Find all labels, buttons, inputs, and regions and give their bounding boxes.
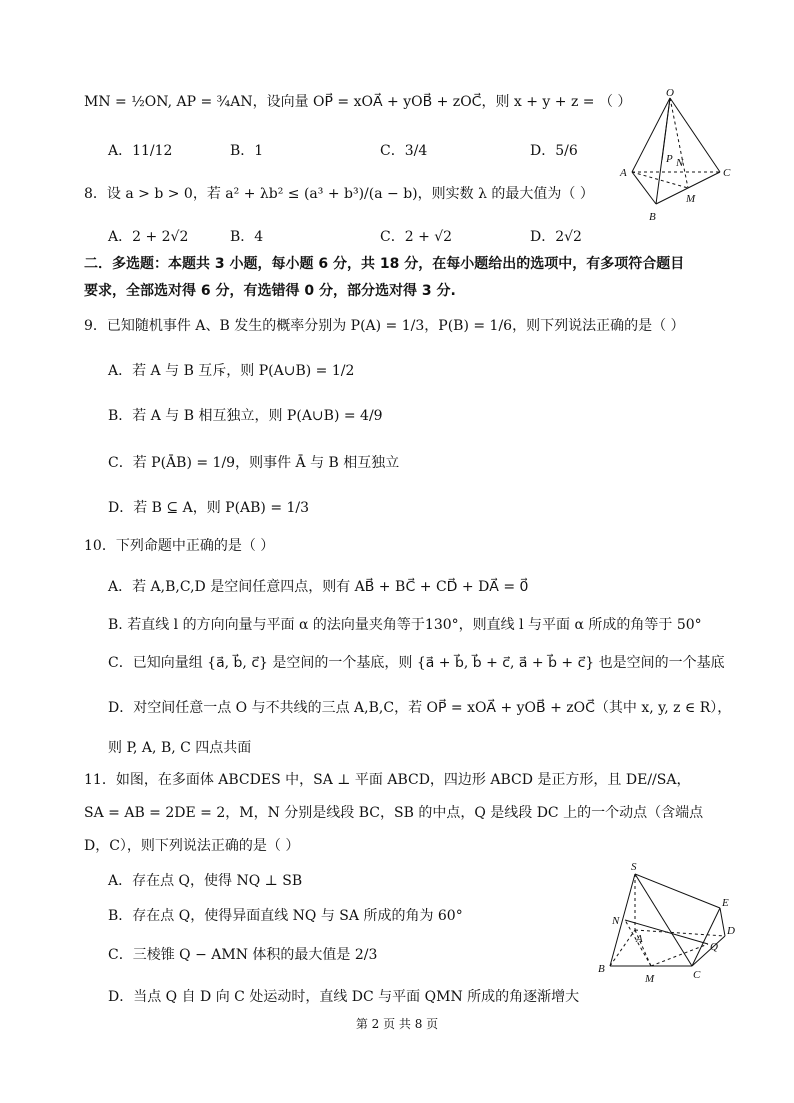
q8-stem: 8．设 a > b > 0，若 a² + λb² ≤ (a³ + b³)/(a − b)，则实数 λ 的最大值为（ ） [84, 186, 594, 202]
q10-option-c: C．已知向量组 {a⃗, b⃗, c⃗} 是空间的一个基底，则 {a⃗ + b⃗, b⃗ + c⃗, a⃗ + b⃗ + c⃗} 也是空间的一个基底 [108, 655, 725, 671]
q8-option-d: D．2√2 [530, 229, 582, 245]
page-footer: 第 2 页 共 8 页 [355, 1017, 439, 1031]
q10-option-a: A．若 A,B,C,D 是空间任意四点，则有 AB⃗ + BC⃗ + CD⃗ + DA⃗ = 0⃗ [108, 579, 529, 595]
q10-stem: 10．下列命题中正确的是（ ） [84, 538, 275, 554]
q11-option-d: D．当点 Q 自 D 向 C 处运动时，直线 DC 与平面 QMN 所成的角逐渐增大 [108, 989, 580, 1005]
polyhedron-figure [592, 858, 752, 990]
fig2-label-b: B [598, 963, 605, 975]
fig1-label-b: B [649, 211, 656, 223]
q11-option-b: B．存在点 Q，使得异面直线 NQ 与 SA 所成的角为 60° [108, 908, 463, 924]
fig1-label-o: O [666, 88, 674, 99]
q8-option-c: C．2 + √2 [380, 229, 453, 245]
q11-stem-line1: 11．如图，在多面体 ABCDES 中，SA ⊥ 平面 ABCD，四边形 ABCD 是正方形，且 DE//SA， [84, 772, 691, 788]
q11-stem-line2: SA = AB = 2DE = 2，M，N 分别是线段 BC，SB 的中点，Q 是线段 DC 上的一个动点（含端点 [84, 805, 704, 821]
q7-option-c: C．3/4 [380, 143, 428, 159]
fig2-label-d: D [727, 925, 735, 937]
q10-option-b: B. 若直线 l 的方向向量与平面 α 的法向量夹角等于130°，则直线 l 与平面 α 所成的角等于 50° [108, 617, 702, 633]
section-heading-line2: 要求，全部选对得 6 分，有选错得 0 分，部分选对得 3 分. [84, 283, 456, 299]
fig2-label-m: M [645, 973, 655, 985]
section-heading-line1: 二．多选题：本题共 3 小题，每小题 6 分，共 18 分，在每小题给出的选项中，有多项符合题目 [84, 256, 685, 272]
q10-option-d: D．对空间任意一点 O 与不共线的三点 A,B,C，若 OP⃗ = xOA⃗ + yOB⃗ + zOC⃗（其中 x, y, z ∈ R）， [108, 700, 732, 716]
fig1-label-a: A [620, 167, 627, 179]
q8-option-a: A．2 + 2√2 [108, 229, 189, 245]
fig1-label-p: P [666, 153, 673, 165]
q9-option-d: D．若 B ⊆ A，则 P(AB) = 1/3 [108, 500, 310, 516]
q11-option-a: A．存在点 Q，使得 NQ ⊥ SB [108, 873, 303, 889]
fig1-label-m: M [686, 193, 696, 205]
q9-option-a: A．若 A 与 B 互斥，则 P(A∪B) = 1/2 [108, 363, 355, 379]
q7-option-a: A．11/12 [108, 143, 173, 159]
fig2-label-q: Q [710, 941, 718, 953]
fig1-label-c: C [723, 167, 731, 179]
tetrahedron-figure [612, 88, 742, 228]
q9-option-b: B．若 A 与 B 相互独立，则 P(A∪B) = 4/9 [108, 408, 383, 424]
fig1-label-n: N [676, 157, 684, 169]
q10-option-d-cont: 则 P, A, B, C 四点共面 [108, 740, 252, 756]
fig2-label-e: E [722, 897, 729, 909]
q7-option-b: B．1 [230, 143, 264, 159]
fig2-label-c: C [693, 969, 701, 981]
fig2-label-s: S [631, 861, 637, 873]
fig2-label-n: N [612, 915, 620, 927]
q7-stem: MN = ½ON, AP = ¾AN，设向量 OP⃗ = xOA⃗ + yOB⃗ + zOC⃗，则 x + y + z = （ ） [84, 94, 632, 110]
q11-stem-line3: D，C），则下列说法正确的是（ ） [84, 838, 300, 854]
q11-option-c: C．三棱锥 Q − AMN 体积的最大值是 2/3 [108, 947, 378, 963]
q8-option-b: B．4 [230, 229, 264, 245]
q9-option-c: C．若 P(ĀB) = 1/9，则事件 Ā 与 B 相互独立 [108, 455, 400, 471]
fig2-label-a: A [636, 933, 643, 945]
q9-stem: 9．已知随机事件 A、B 发生的概率分别为 P(A) = 1/3，P(B) = 1/6，则下列说法正确的是（ ） [84, 318, 685, 334]
q7-option-d: D．5/6 [530, 143, 578, 159]
